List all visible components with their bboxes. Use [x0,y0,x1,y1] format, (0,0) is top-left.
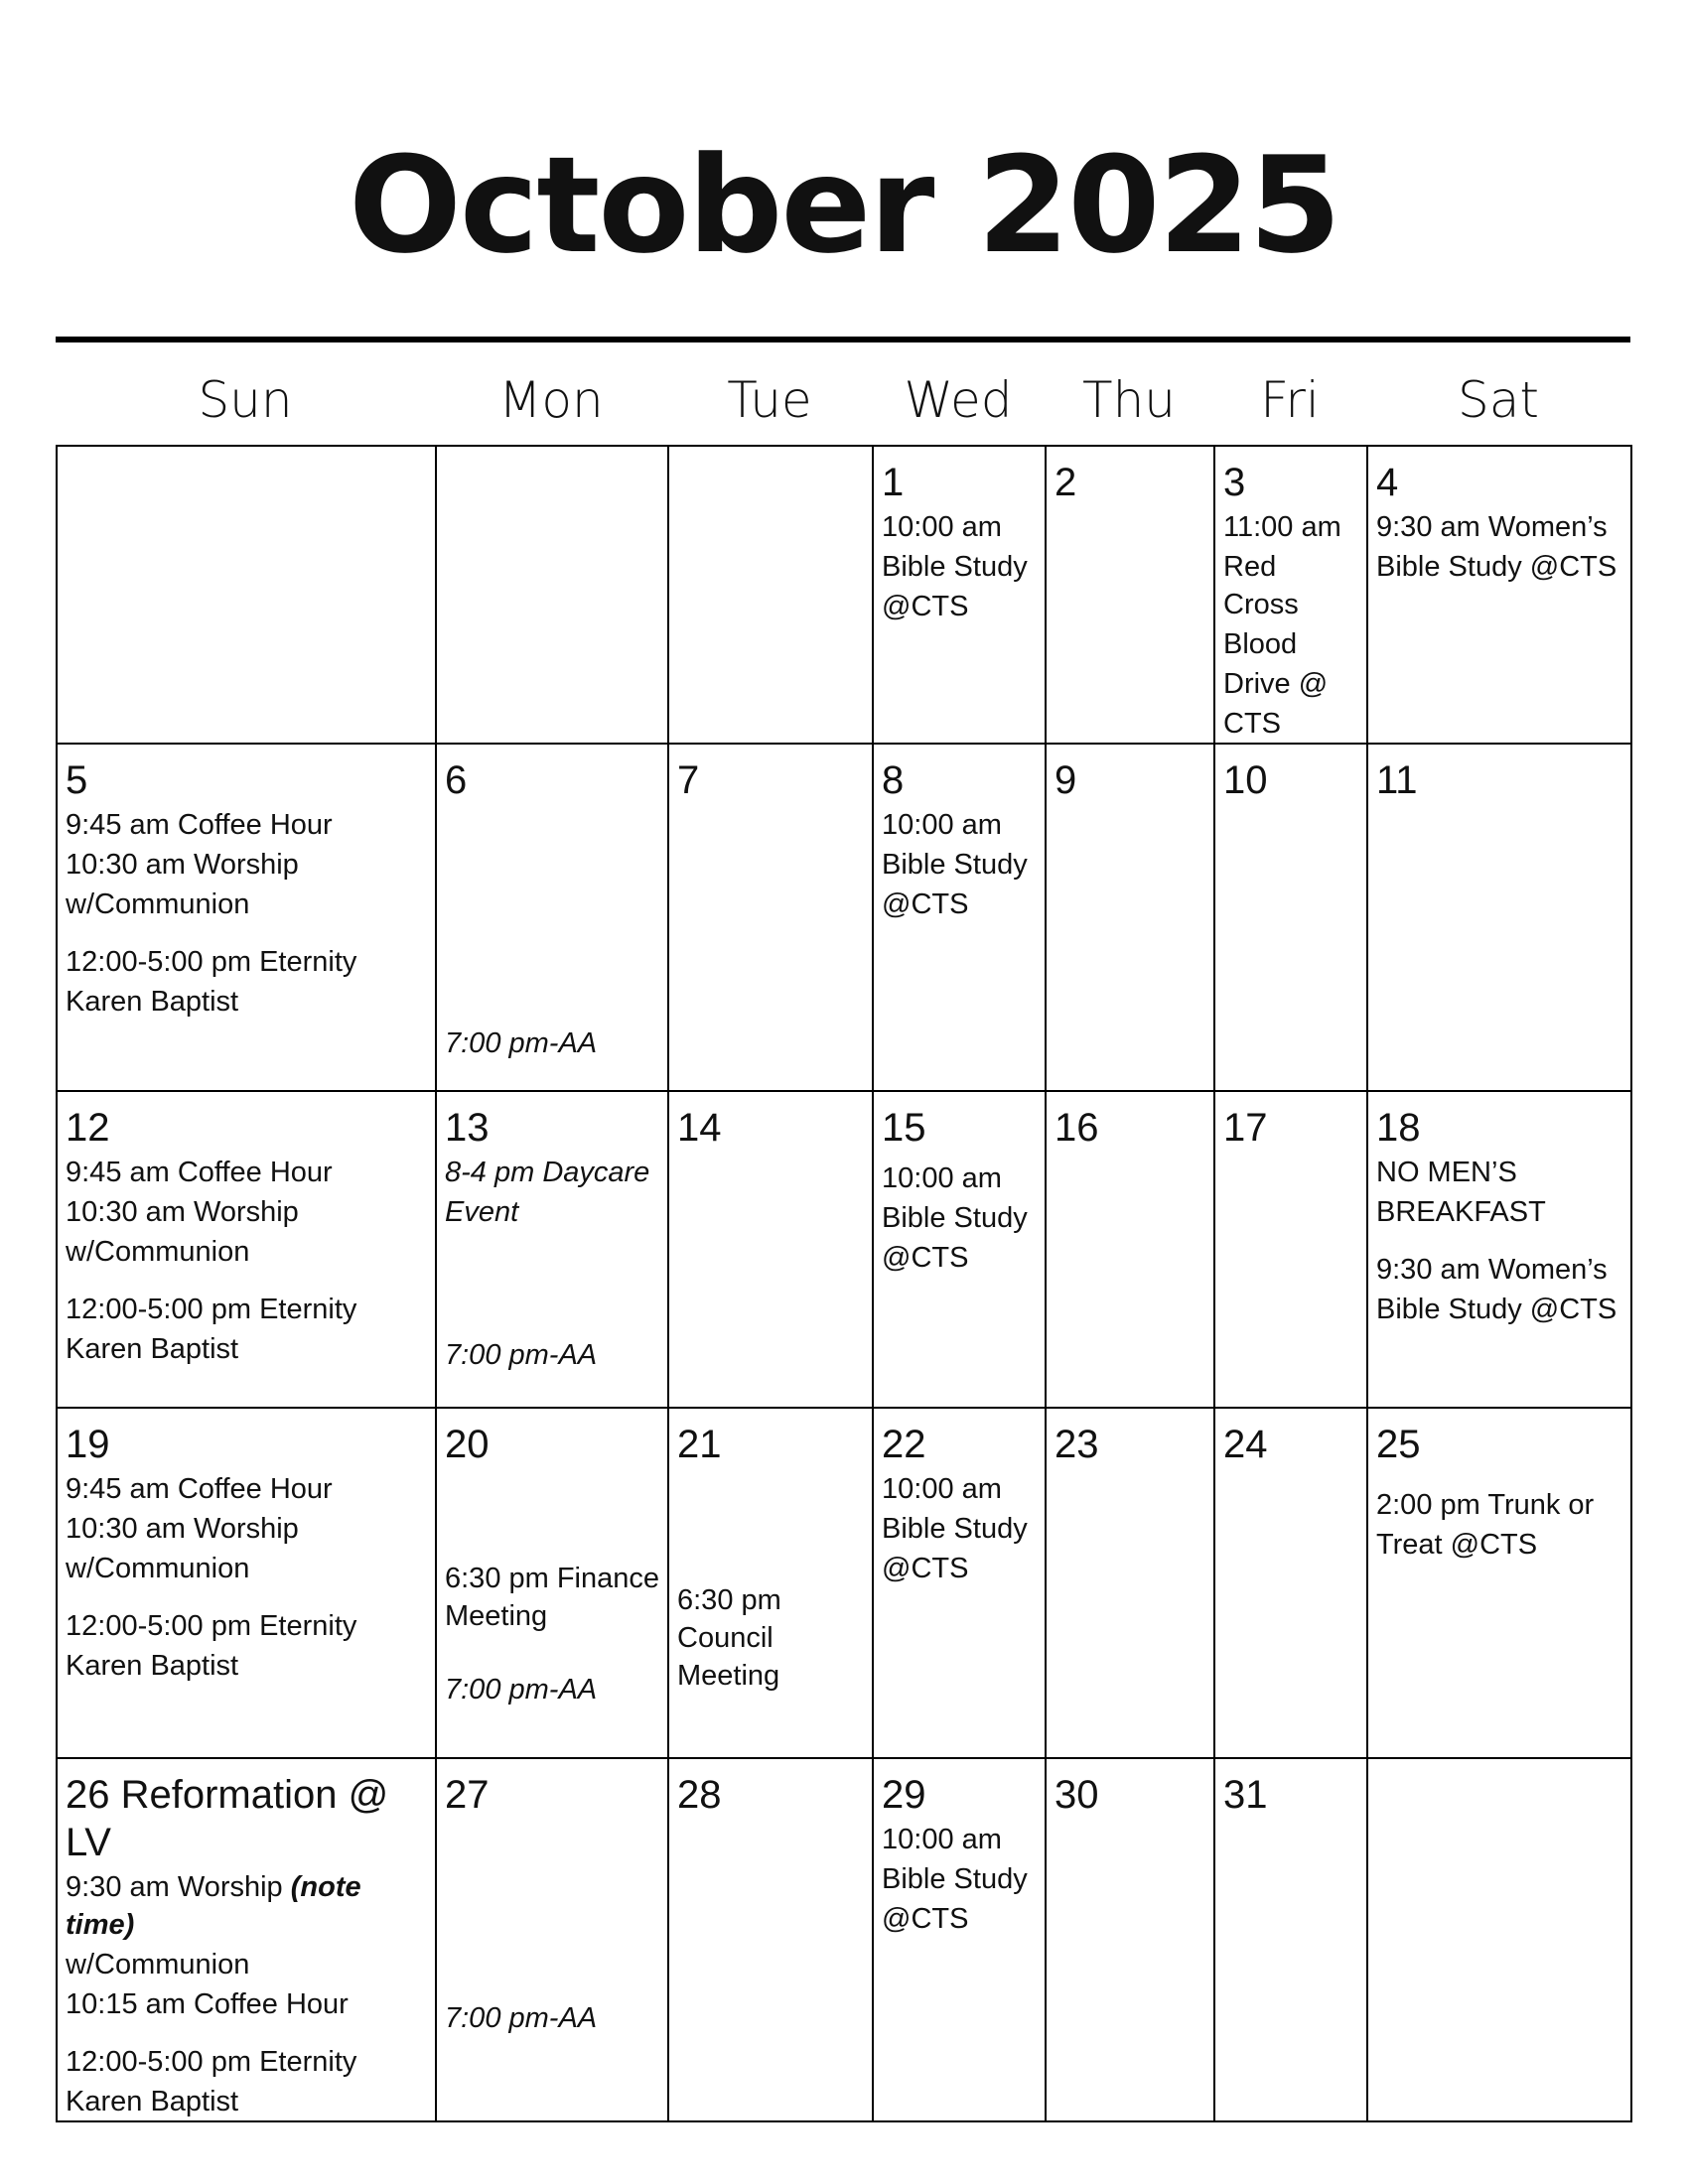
day-number: 31 [1223,1773,1268,1817]
event-text: 10:30 am Worship [66,1513,299,1545]
event-text: 10:00 am [882,1824,1002,1855]
day-cell-2[interactable] [1046,446,1214,744]
event-text: Council [677,1622,774,1654]
day-number: 1 [882,461,905,504]
day-cell-6[interactable] [436,744,668,1091]
day-number: 18 [1376,1106,1421,1150]
event-text: Bible Study @CTS [1376,551,1618,583]
event-text: Bible Study [882,1863,1028,1895]
event-text: 2:00 pm Trunk or [1376,1489,1595,1521]
day-cell-26[interactable] [57,1758,436,2121]
calendar-week-row [57,1408,1631,1758]
day-number: 14 [677,1106,722,1150]
day-number: 11 [1376,758,1418,802]
day-number: 23 [1055,1423,1099,1466]
calendar-week-row [57,1091,1631,1408]
title-divider [56,337,1630,342]
calendar-title: October 2025 [349,128,1339,283]
event-text: w/Communion [66,888,250,920]
event-text: Bible Study [882,1202,1028,1234]
day-number: 12 [66,1106,110,1150]
day-number: 22 [882,1423,926,1466]
event-text [66,1868,427,1944]
day-number: 26 Reformation @ LV [66,1773,389,1864]
day-number: 17 [1223,1106,1268,1150]
event-text: Meeting [445,1600,548,1632]
weekday-header-sat: Sat [1458,371,1539,429]
event-text: Red Cross [1223,551,1299,620]
event-text: 9:45 am Coffee Hour [66,1473,333,1505]
day-cell-27[interactable] [436,1758,668,2121]
day-cell-22[interactable] [873,1408,1046,1758]
event-text: Bible Study @CTS [1376,1294,1618,1325]
event-text: Karen Baptist [66,986,239,1018]
day-number: 16 [1055,1106,1099,1150]
event-text: Treat @CTS [1376,1529,1538,1561]
day-number: 9 [1055,758,1077,802]
day-cell-10[interactable] [1214,744,1367,1091]
day-cell-3[interactable] [1214,446,1367,744]
day-cell-13[interactable] [436,1091,668,1408]
event-text: 10:30 am Worship [66,849,299,881]
day-cell-19[interactable] [57,1408,436,1758]
event-text: 12:00-5:00 pm Eternity [66,2046,357,2078]
day-cell-8[interactable] [873,744,1046,1091]
event-text: Karen Baptist [66,1650,239,1682]
event-text: Bible Study [882,1513,1028,1545]
event-text: 6:30 pm [677,1584,781,1616]
weekday-header-mon: Mon [498,371,604,429]
event-text: @CTS [882,591,969,622]
day-number: 27 [445,1773,490,1817]
day-cell-16[interactable] [1046,1091,1214,1408]
day-cell-9[interactable] [1046,744,1214,1091]
day-number: 28 [677,1773,722,1817]
day-cell-empty [1367,1758,1631,2121]
event-text: @CTS [882,1242,969,1274]
event-text: 9:45 am Coffee Hour [66,1157,333,1188]
day-cell-empty [57,446,436,744]
event-text: Drive @ [1223,668,1329,700]
event-text: 10:00 am [882,1473,1002,1505]
event-text: w/Communion [66,1553,250,1584]
day-cell-30[interactable] [1046,1758,1214,2121]
day-cell-23[interactable] [1046,1408,1214,1758]
calendar-week-row [57,744,1631,1091]
event-text: 12:00-5:00 pm Eternity [66,1610,357,1642]
event-text: 6:30 pm Finance [445,1563,660,1594]
day-number: 19 [66,1423,110,1466]
event-text: 7:00 pm-AA [445,1027,598,1059]
event-text: w/Communion [66,1949,250,1980]
day-number: 25 [1376,1423,1421,1466]
day-number: 10 [1223,758,1268,802]
event-text: 7:00 pm-AA [445,1339,598,1371]
day-number: 7 [677,758,700,802]
event-note: (note time) [66,1871,361,1941]
day-number: 29 [882,1773,926,1817]
weekday-header-wed: Wed [904,371,1013,429]
event-text: 9:30 am Worship [66,1871,283,1903]
event-text: Karen Baptist [66,2086,239,2117]
event-text: Karen Baptist [66,1333,239,1365]
day-number: 24 [1223,1423,1268,1466]
day-cell-18[interactable] [1367,1091,1631,1408]
day-cell-25[interactable] [1367,1408,1631,1758]
event-text: Bible Study [882,849,1028,881]
event-text: 9:30 am Women’s [1376,511,1608,543]
calendar-week-row [57,446,1631,744]
day-cell-29[interactable] [873,1758,1046,2121]
day-cell-17[interactable] [1214,1091,1367,1408]
day-number: 20 [445,1423,490,1466]
event-text: @CTS [882,1553,969,1584]
event-text: 7:00 pm-AA [445,2002,598,2034]
event-text: 12:00-5:00 pm Eternity [66,1294,357,1325]
event-text: @CTS [882,888,969,920]
weekday-header-fri: Fri [1260,371,1320,429]
event-text: 10:00 am [882,809,1002,841]
event-text: 10:15 am Coffee Hour [66,1988,349,2020]
day-cell-15[interactable] [873,1091,1046,1408]
day-number: 5 [66,758,88,802]
day-cell-12[interactable] [57,1091,436,1408]
event-text: 9:30 am Women’s [1376,1254,1608,1286]
weekday-header-sun: Sun [198,371,293,429]
day-number: 15 [882,1106,926,1150]
day-number: 13 [445,1106,490,1150]
event-text: w/Communion [66,1236,250,1268]
day-number: 6 [445,758,468,802]
calendar-week-row [57,1758,1631,2121]
day-number: 3 [1223,461,1246,504]
event-text: 9:45 am Coffee Hour [66,809,333,841]
event-text: 10:00 am [882,1162,1002,1194]
day-cell-4[interactable] [1367,446,1631,744]
day-cell-28[interactable] [668,1758,873,2121]
day-cell-7[interactable] [668,744,873,1091]
day-cell-24[interactable] [1214,1408,1367,1758]
event-text: Blood [1223,628,1298,660]
day-cell-empty [668,446,873,744]
event-text: 8-4 pm Daycare [445,1157,650,1188]
day-cell-empty [436,446,668,744]
event-text: Meeting [677,1660,780,1692]
day-cell-11[interactable] [1367,744,1631,1091]
day-number: 30 [1055,1773,1099,1817]
day-cell-5[interactable] [57,744,436,1091]
event-text: 12:00-5:00 pm Eternity [66,946,357,978]
event-text: @CTS [882,1903,969,1935]
event-text: 10:00 am [882,511,1002,543]
day-number: 21 [677,1423,722,1466]
day-number: 2 [1055,461,1077,504]
event-text: Event [445,1196,519,1228]
day-cell-1[interactable] [873,446,1046,744]
event-text: 11:00 am [1223,511,1341,543]
calendar-grid [56,445,1632,2122]
event-text: 7:00 pm-AA [445,1674,598,1706]
day-number: 8 [882,758,905,802]
weekday-header-thu: Thu [1082,371,1176,429]
weekday-header-tue: Tue [727,371,812,429]
event-text: Bible Study [882,551,1028,583]
day-cell-21[interactable] [668,1408,873,1758]
event-text: 10:30 am Worship [66,1196,299,1228]
day-cell-20[interactable] [436,1408,668,1758]
event-text: BREAKFAST [1376,1196,1546,1228]
event-text: NO MEN’S [1376,1157,1517,1188]
day-cell-14[interactable] [668,1091,873,1408]
day-cell-31[interactable] [1214,1758,1367,2121]
day-number: 4 [1376,461,1399,504]
event-text: CTS [1223,708,1281,740]
